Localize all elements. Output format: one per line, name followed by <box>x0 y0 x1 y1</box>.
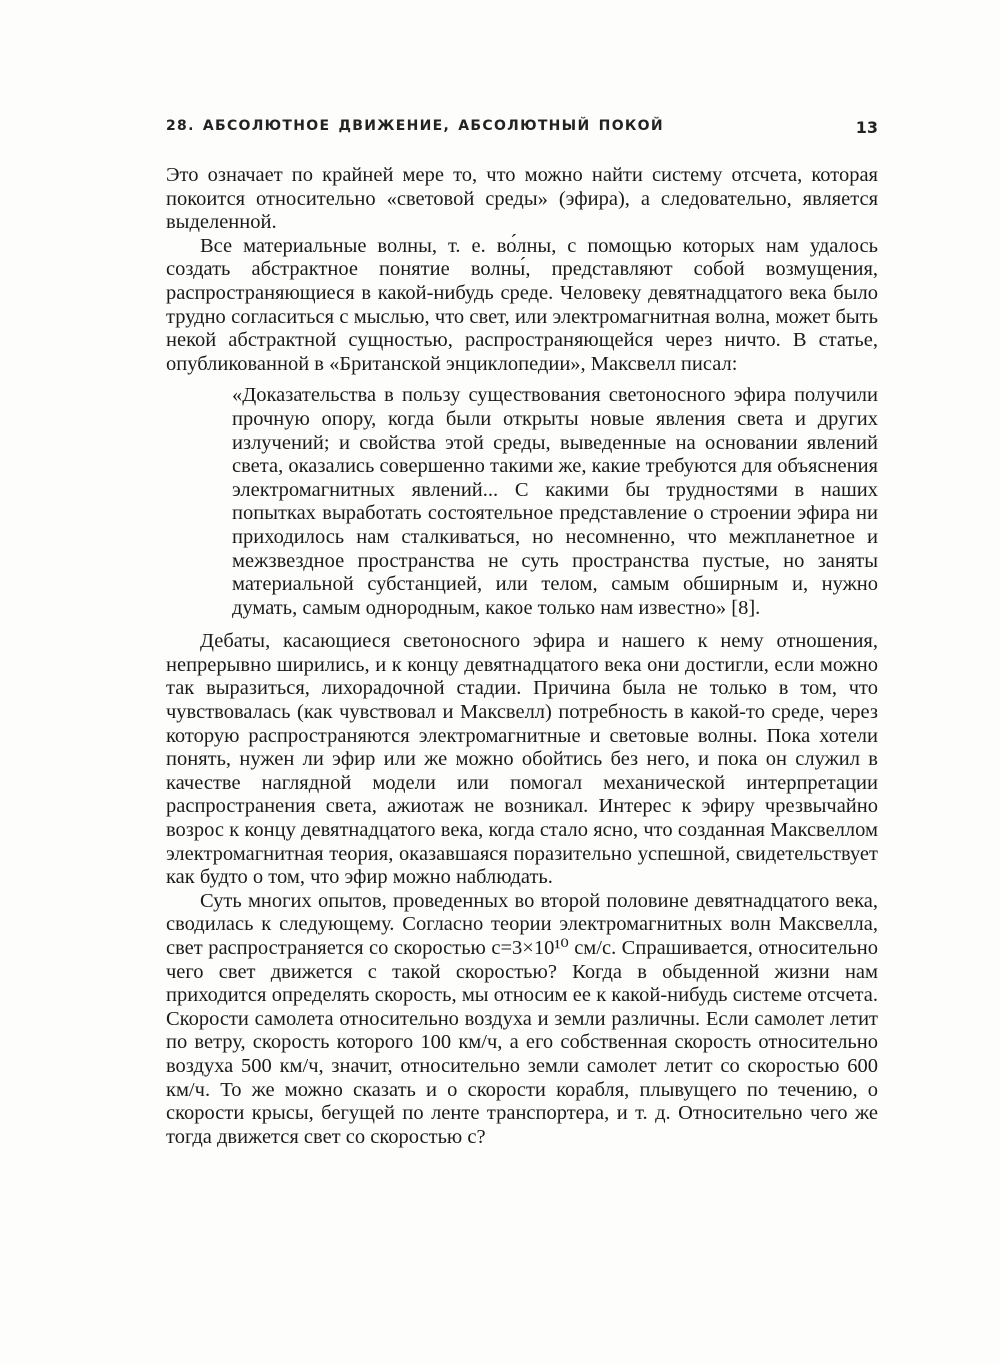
paragraph-1: Это означает по крайней мере то, что можно найти систему отсчета, которая покоится относительно «световой среды» (эфира), а следовательно, является выделенной. <box>166 164 878 234</box>
paragraph-4: Суть многих опытов, проведенных во второй половине девятнадцатого века, сводилась к следующему. Согласно теории электромагнитных волн Максвелла, свет распространяется со скоростью c=3×10¹⁰ см/с. Спрашивается, относительно чего свет движется с такой скоростью? Когда в обыденной жизни нам приходится определять скорость, мы относим ее к какой-нибудь системе отсчета. Скорости самолета относительно воздуха и земли различны. Если самолет летит по ветру, скорость которого 100 км/ч, а его собственная скорость относительно воздуха 500 км/ч, значит, относительно земли самолет летит со скоростью 600 км/ч. То же можно сказать и о скорости корабля, плывущего по течению, о скорости крысы, бегущей по ленте транспортера, и т. д. Относительно чего же тогда движется свет со скоростью c? <box>166 889 878 1148</box>
page-header <box>166 112 878 146</box>
page-body <box>166 164 878 1149</box>
running-title: 28. АБСОЛЮТНОЕ ДВИЖЕНИЕ, АБСОЛЮТНЫЙ ПОКОЙ <box>166 118 664 134</box>
paragraph-3: Дебаты, касающиеся светоносного эфира и нашего к нему отношения, непрерывно ширились, и к концу девятнадцатого века они достигли, если можно так выразиться, лихорадочной стадии. Причина была не только в том, что чувствовалась (как чувствовал и Максвелл) потребность в какой-то среде, через которую распространяются электромагнитные и световые волны. Пока хотели понять, нужен ли эфир или же можно обойтись без него, и пока он служил в качестве наглядной модели или помогал механической интерпретации распространения света, ажиотаж не возникал. Интерес к эфиру чрезвычайно возрос к концу девятнадцатого века, когда стало ясно, что созданная Максвеллом электромагнитная теория, оказавшаяся поразительно успешной, свидетельствует как будто о том, что эфир можно наблюдать. <box>166 630 878 889</box>
paragraph-2: Все материальные волны, т. е. во́лны, с помощью которых нам удалось создать абстрактное понятие волны́, представляют собой возмущения, распространяющиеся в какой-нибудь среде. Человеку девятнадцатого века было трудно согласиться с мыслью, что свет, или электромагнитная волна, может быть некой абстрактной сущностью, распространяющейся через ничто. В статье, опубликованной в «Британской энциклопедии», Максвелл писал: <box>166 234 878 375</box>
page-number: 13 <box>855 118 878 137</box>
maxwell-quote: «Доказательства в пользу существования светоносного эфира получили прочную опору, когда были открыты новые явления света и других излучений; и свойства этой среды, выведенные на основании явлений света, оказались совершенно такими же, какие требуются для объяснения электромагнитных явлений... С какими бы трудностями в наших попытках выработать состоятельное представление о строении эфира ни приходилось нам сталкиваться, но несомненно, что межпланетное и межзвездное пространства не суть пространства пустые, но заняты материальной субстанцией, или телом, самым обширным и, нужно думать, самым однородным, какое только нам известно» [8]. <box>232 384 878 619</box>
